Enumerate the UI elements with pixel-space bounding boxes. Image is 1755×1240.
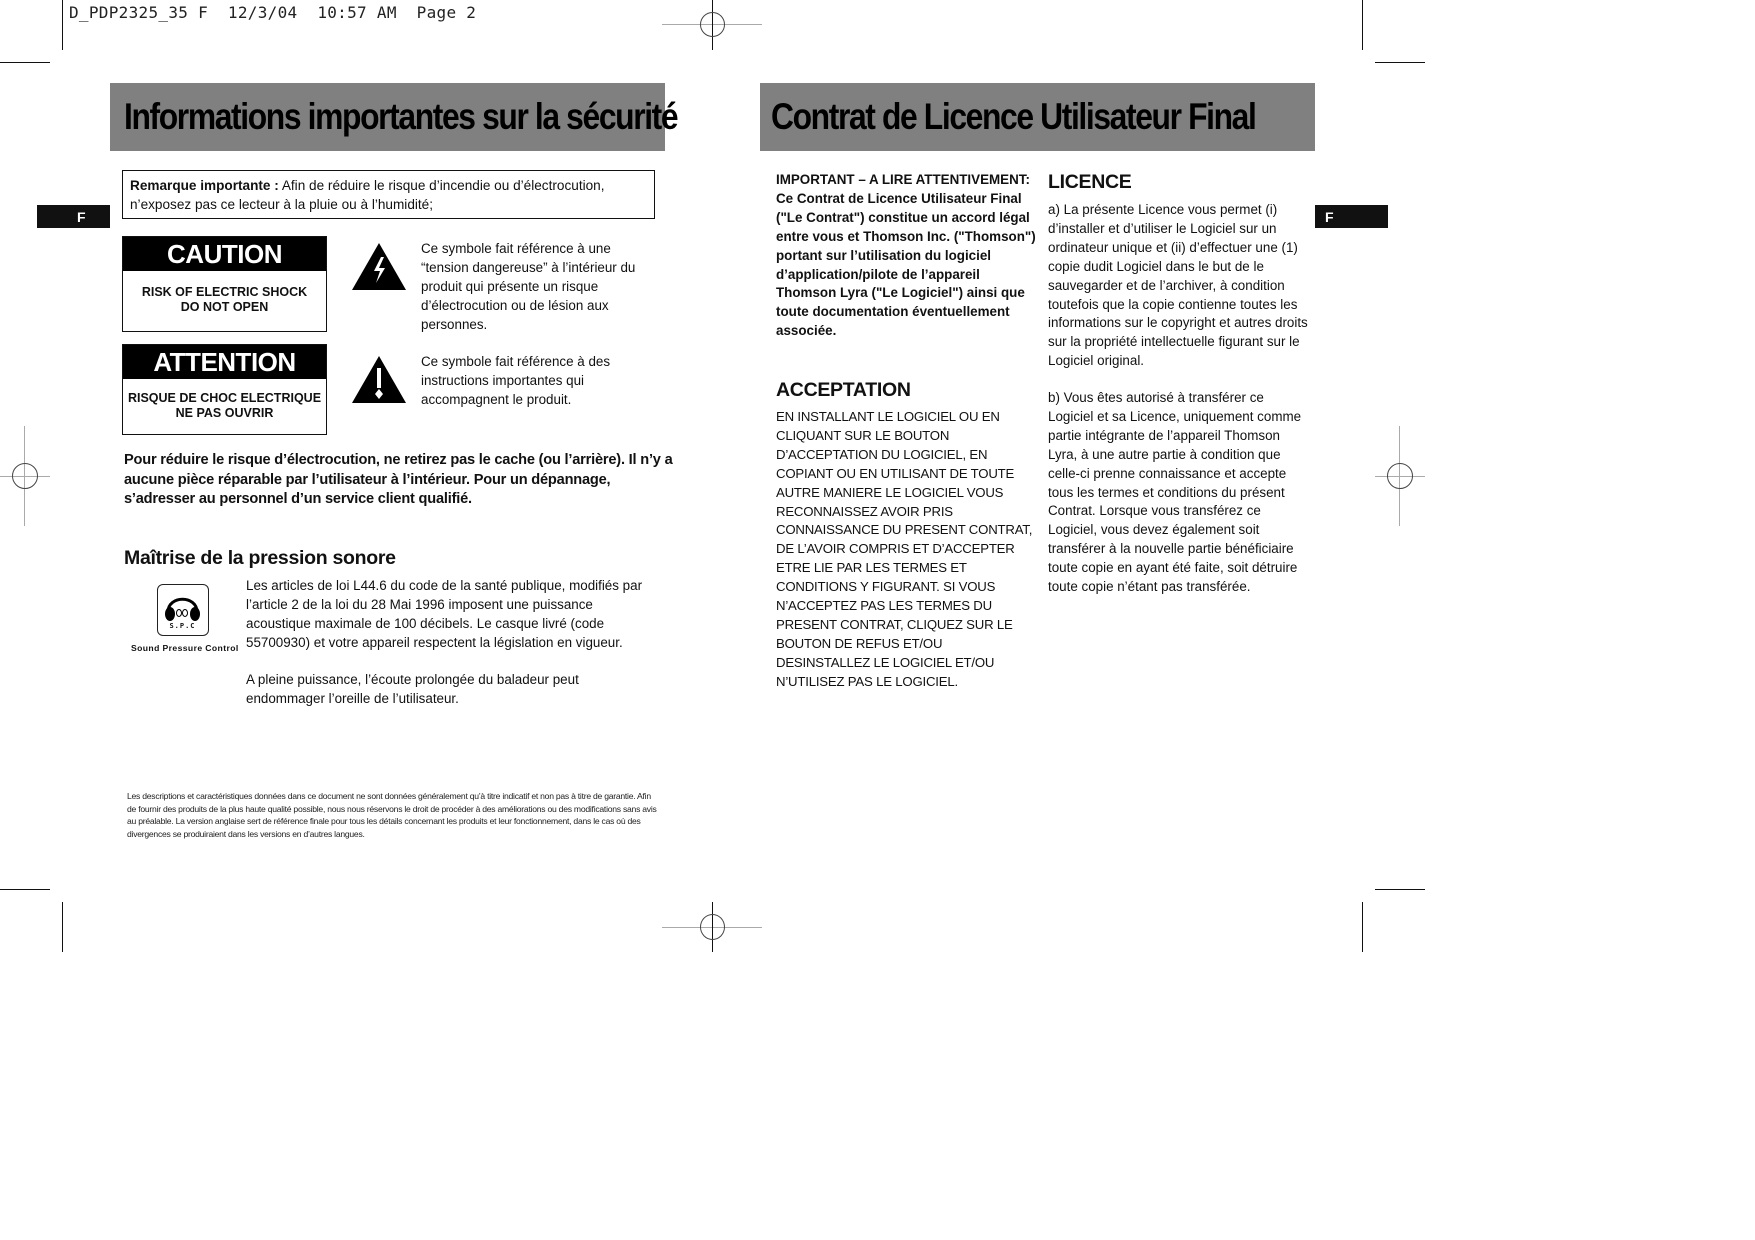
caution-heading: CAUTION (123, 237, 326, 271)
exclamation-symbol-description: Ce symbole fait référence à des instructions importantes qui accompagnent le produit. (421, 354, 611, 407)
left-page-title: Informations importantes sur la sécurité (124, 96, 678, 137)
crop-mark (1375, 889, 1425, 890)
caution-line-1: RISK OF ELECTRIC SHOCK (141, 285, 308, 299)
lightning-symbol-description: Ce symbole fait référence à une “tension dangereuse” à l’intérieur du produit qui présente un risque d’électrocution ou de lésion aux personnes. (421, 241, 636, 332)
sound-pressure-heading: Maîtrise de la pression sonore (124, 547, 396, 569)
print-slug: D_PDP2325_35 F 12/3/04 10:57 AM Page 2 (69, 3, 477, 22)
eula-intro: IMPORTANT – A LIRE ATTENTIVEMENT: Ce Contrat de Licence Utilisateur Final ("Le Contrat") constitue un accord légal entre vous et Thomson Inc. ("Thomson") portant sur l’utilisation du logiciel d’application/pilote de l’appareil Thomson Lyra ("Le Logiciel") ainsi que toute documentation éventuellement associée. (776, 172, 1036, 339)
right-page-title: Contrat de Licence Utilisateur Final (771, 96, 1256, 137)
crop-mark (1375, 62, 1425, 63)
lightning-warning-triangle-icon (351, 242, 407, 291)
crop-mark (62, 0, 63, 50)
attention-label (122, 344, 327, 435)
right-page-title-banner (760, 83, 1315, 151)
crop-mark (1362, 902, 1363, 952)
crop-mark (0, 62, 50, 63)
note-text: Afin de réduire le risque d’incendie ou d’électrocution, n’exposez pas ce lecteur à la pluie ou à l’humidité; (130, 178, 605, 212)
caution-label (122, 236, 327, 332)
disclaimer-fine-print: Les descriptions et caractéristiques données dans ce document ne sont données généralement qu’à titre indicatif et non pas à titre de garantie. Afin de fournir des produits de la plus haute qualité possible, nous nous réservons le droit de procéder à des améliorations ou des modifications sans avis au préalable. La version anglaise sert de référence finale pour tous les détails concernant les produits et leur fonctionnement, dans le cas où des divergences se produiraient dans les versions en d’autres langues. (127, 791, 657, 839)
attention-line-1: RISQUE DE CHOC ELECTRIQUE (127, 391, 322, 405)
language-tab-left: F (37, 205, 110, 228)
licence-heading: LICENCE (1048, 171, 1132, 193)
acceptation-text: EN INSTALLANT LE LOGICIEL OU EN CLIQUANT SUR LE BOUTON D’ACCEPTATION DU LOGICIEL, EN COPIANT OU EN UTILISANT DE TOUTE AUTRE MANIERE LE LOGICIEL VOUS RECONNAISSEZ AVOIR PRIS CONNAISSANCE DU PRESENT CONTRAT, DE L’AVOIR COMPRIS ET D’ACCEPTER ETRE LIE PAR LES TERMES ET CONDITIONS Y FIGURANT. SI VOUS N’ACCEPTEZ PAS LES TERMES DU PRESENT CONTRAT, CLIQUEZ SUR LE BOUTON DE REFUS ET/OU DESINSTALLEZ LE LOGICIEL ET/OU N’UTILISEZ PAS LE LOGICIEL. (776, 409, 1033, 689)
important-note-box (122, 170, 655, 219)
attention-heading: ATTENTION (123, 345, 326, 379)
sound-pressure-paragraph-1: Les articles de loi L44.6 du code de la santé publique, modifiés par l’article 2 de la loi du 28 Mai 1996 imposent une puissance acoustique maximale de 100 décibels. Le casque livré (code 55700930) et votre appareil respectent la législation en vigueur. (246, 578, 643, 650)
language-tab-right: F (1315, 205, 1388, 228)
crop-mark (62, 902, 63, 952)
note-label: Remarque importante : (130, 178, 279, 193)
attention-line-2: NE PAS OUVRIR (175, 406, 274, 420)
sound-pressure-control-icon (157, 584, 209, 636)
spc-caption: Sound Pressure Control (131, 643, 239, 653)
spc-icon-label: S.P.C (169, 622, 196, 630)
left-page-title-banner (110, 83, 678, 151)
exclamation-warning-triangle-icon (351, 355, 407, 404)
crop-mark (0, 889, 50, 890)
licence-paragraph-b: b) Vous êtes autorisé à transférer ce Logiciel et sa Licence, uniquement comme partie intégrante de l’appareil Thomson Lyra, à une autre partie à condition que celle-ci prenne connaissance et accepte tous les termes et conditions du présent Contrat. Lorsque vous transférez ce Logiciel, vous devez également soit transférer à la nouvelle partie bénéficiaire toute copie en ayant été faite, soit détruire toute copie n’étant pas transférée. (1048, 390, 1302, 595)
licence-paragraph-a: a) La présente Licence vous permet (i) d’installer et d’utiliser le Logiciel sur un ordinateur unique et (ii) d’effectuer une (1) copie dudit Logiciel dans le but de le sauvegarder et de l’archiver, à condition toutefois que la copie contienne toutes les informations sur le copyright et autres droits sur la propriété intellectuelle figurant sur le Logiciel original. (1048, 202, 1308, 369)
caution-line-2: DO NOT OPEN (180, 300, 269, 314)
sound-pressure-paragraph-2: A pleine puissance, l’écoute prolongée du baladeur peut endommager l’oreille de l’utilisateur. (246, 672, 579, 706)
crop-mark (1362, 0, 1363, 50)
acceptation-heading: ACCEPTATION (776, 379, 911, 401)
electrocution-warning: Pour réduire le risque d’électrocution, ne retirez pas le cache (ou l’arrière). Il n’y a aucune pièce réparable par l’utilisateur à l’intérieur. Pour un dépannage, s’adresser au personnel d’un service client qualifié. (124, 452, 673, 507)
